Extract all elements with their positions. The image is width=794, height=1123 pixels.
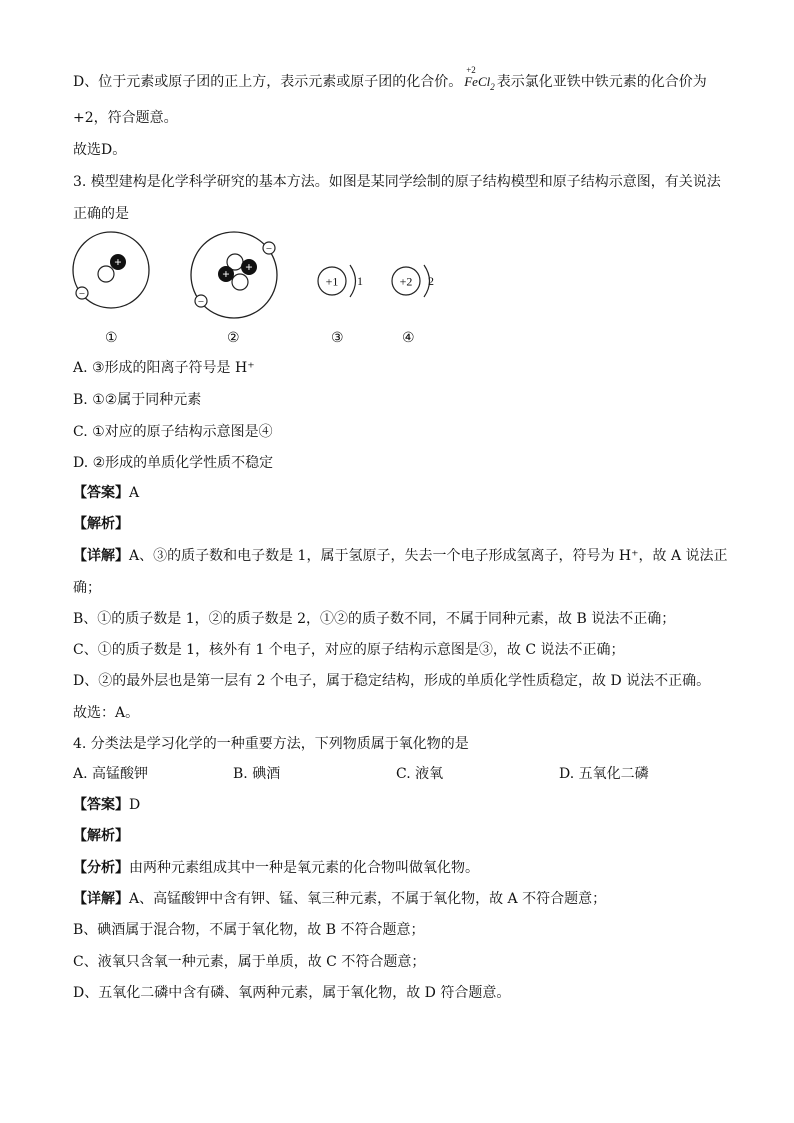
charge-superscript: +2 (466, 65, 476, 75)
question-3-stem-line2: 正确的是 (73, 206, 129, 222)
question-3-stem-line1: 3. 模型建构是化学科学研究的基本方法。如图是某同学绘制的原子结构模型和原子结构示意图，有关说法 (73, 174, 721, 190)
fenxi-tag: 【分析】 (73, 860, 129, 876)
q3-option-a: A. ③形成的阳离子符号是 H⁺ (73, 360, 255, 376)
q4-analysis-tag: 【解析】 (73, 828, 129, 844)
paragraph-d-line1 (73, 65, 707, 97)
proton-sign: + (245, 259, 253, 275)
figure-label-4: ④ (402, 330, 415, 346)
paragraph-choose-d: 故选D。 (73, 142, 127, 158)
neutron-circle (232, 274, 248, 290)
detail-tag: 【详解】 (73, 891, 129, 907)
fenxi-text: 由两种元素组成其中一种是氧元素的化合物叫做氧化物。 (129, 860, 479, 876)
proton-sign: + (114, 254, 122, 270)
q3-detail-d: D、②的最外层也是第一层有 2 个电子，属于稳定结构，形成的单质化学性质稳定，故 D 说法不正确。 (73, 673, 711, 689)
q4-option-c: C. 液氧 (396, 766, 444, 782)
q3-choose: 故选：A。 (73, 705, 140, 721)
formula-subscript: 2 (490, 82, 495, 92)
formula-cl: Cl (477, 74, 491, 89)
q4-detail-a (73, 889, 606, 909)
electron-count: 2 (428, 274, 434, 288)
figure-label-2: ② (227, 330, 240, 346)
electron-count: 1 (357, 274, 363, 288)
proton-sign: + (222, 266, 230, 282)
answer-value: A (129, 485, 140, 501)
electron-sign: − (265, 243, 273, 255)
atom-diagram-4 (392, 265, 434, 297)
q3-option-d: D. ②形成的单质化学性质不稳定 (73, 455, 274, 471)
q4-answer (73, 795, 140, 815)
q3-option-b: B. ①②属于同种元素 (73, 392, 202, 408)
detail-tag: 【详解】 (73, 548, 129, 564)
q4-option-a: A. 高锰酸钾 (73, 766, 149, 782)
electron-sign: − (78, 288, 86, 300)
text: 表示氯化亚铁中铁元素的化合价为 (496, 74, 707, 90)
figure-label-3: ③ (331, 330, 344, 346)
electron-shell-arc (350, 265, 356, 297)
text: D、位于元素或原子团的正上方，表示元素或原子团的化合价。 (73, 74, 463, 90)
detail-text: A、③的质子数和电子数是 1，属于氢原子，失去一个电子形成氢离子，符号为 H⁺，故 A 说法正 (129, 548, 728, 564)
q3-detail-c: C、①的质子数是 1，核外有 1 个电子，对应的原子结构示意图是③，故 C 说法不正确； (73, 642, 625, 658)
q3-answer (73, 483, 139, 503)
q3-detail-b: B、①的质子数是 1，②的质子数是 2，①②的质子数不同，不属于同种元素，故 B 说法不正确； (73, 611, 676, 627)
neutron-circle (98, 266, 114, 282)
figure-label-1: ① (105, 330, 118, 346)
formula-element: Fe (464, 74, 478, 89)
detail-text: A、高锰酸钾中含有钾、锰、氧三种元素，不属于氧化物，故 A 不符合题意； (129, 891, 607, 907)
fecl2-formula (464, 65, 495, 97)
q4-option-b: B. 碘酒 (233, 766, 281, 782)
q3-analysis-tag: 【解析】 (73, 516, 129, 532)
answer-tag: 【答案】 (73, 797, 129, 813)
q3-option-c: C. ①对应的原子结构示意图是④ (73, 424, 273, 440)
q4-option-d: D. 五氧化二磷 (559, 766, 649, 782)
atom-structure-figure (0, 228, 794, 348)
nucleus-charge: +1 (325, 274, 339, 289)
atom-model-1 (73, 232, 149, 308)
atom-model-2 (191, 232, 277, 318)
electron-sign: − (197, 296, 205, 308)
q3-detail-line1 (73, 546, 728, 566)
question-4-stem: 4. 分类法是学习化学的一种重要方法，下列物质属于氧化物的是 (73, 736, 469, 752)
q4-detail-c: C、液氧只含氧一种元素，属于单质，故 C 不符合题意； (73, 954, 426, 970)
answer-value: D (129, 797, 141, 813)
atom-diagram-3 (318, 265, 363, 297)
q4-detail-d: D、五氧化二磷中含有磷、氧两种元素，属于氧化物，故 D 符合题意。 (73, 985, 511, 1001)
nucleus-charge: +2 (399, 274, 413, 289)
q3-detail-line2: 确； (73, 580, 101, 596)
paragraph-d-line2: +2，符合题意。 (73, 110, 178, 126)
q4-detail-b: B、碘酒属于混合物，不属于氧化物，故 B 不符合题意； (73, 922, 425, 938)
answer-tag: 【答案】 (73, 485, 129, 501)
q4-fenxi (73, 858, 479, 878)
